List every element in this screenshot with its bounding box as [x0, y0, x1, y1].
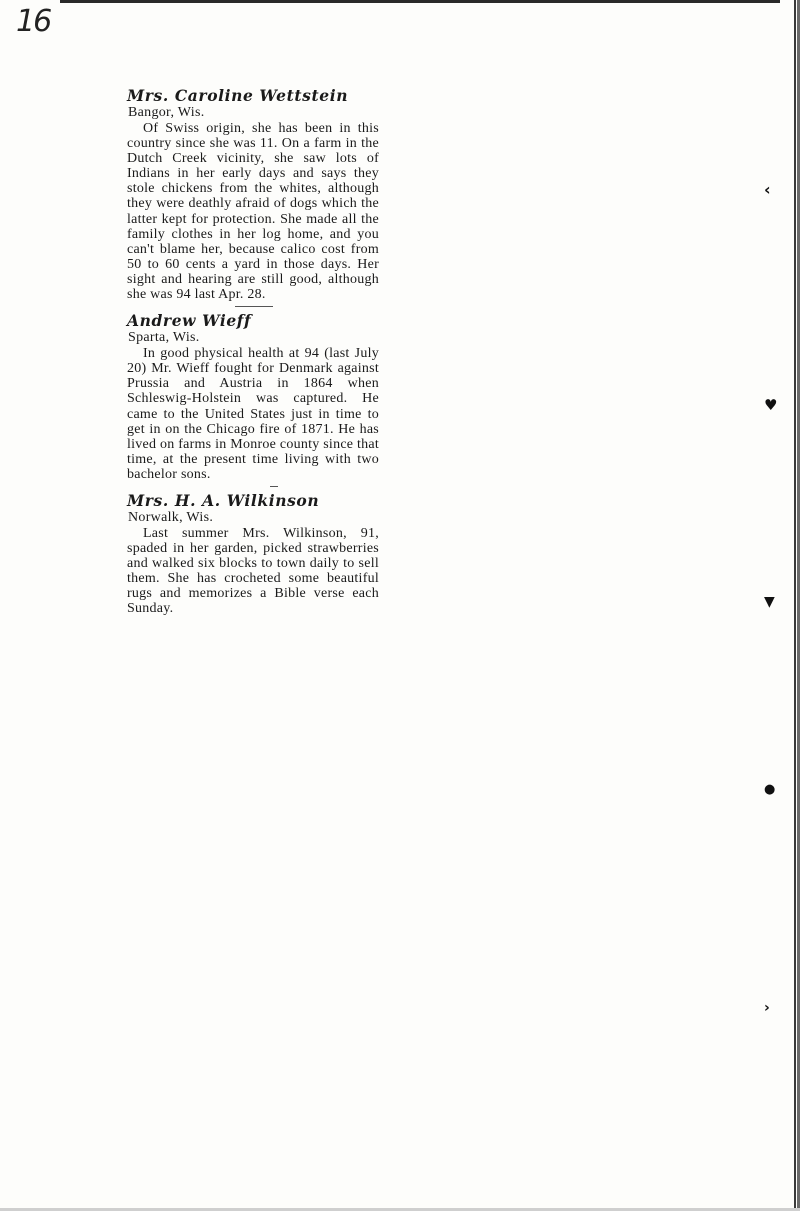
- entry-place: Sparta, Wis.: [128, 330, 200, 346]
- entry-wilkinson: [127, 491, 379, 617]
- entry-body: In good physical health at 94 (last July 20) Mr. Wieff fought for Denmark against Prussia and Austria in 1864 when Schleswig-Holstein was captured. He came to the United States just in time to get in on the Chicago fire of 1871. He has lived on farms in Monroe county since that time, at the present time living with two bachelor sons.: [127, 346, 379, 482]
- entry-place: Norwalk, Wis.: [128, 509, 214, 525]
- entry-body: Last summer Mrs. Wilkinson, 91, spaded in her garden, picked strawberries and walked six blocks to town daily to sell them. She has crocheted some beautiful rugs and memorizes a Bible verse each Sunday.: [127, 525, 379, 617]
- entry-name: Andrew Wieff: [127, 311, 252, 331]
- scan-edge-top: [60, 0, 780, 3]
- separator-rule: [235, 306, 273, 307]
- page-number: 16: [16, 4, 51, 39]
- edge-mark-3: ▼: [764, 594, 775, 610]
- entry-wettstein: [127, 86, 379, 302]
- edge-mark-1: ‹: [764, 180, 771, 199]
- entry-name: Mrs. Caroline Wettstein: [127, 86, 349, 105]
- edge-mark-5: ›: [764, 1000, 770, 1016]
- entry-place: Bangor, Wis.: [128, 105, 205, 120]
- entry-body: Of Swiss origin, she has been in this country since she was 11. On a farm in the Dutch Creek vicinity, she saw lots of Indians in her early days and says they stole chickens from the whites, although they were deathly afraid of dogs which the latter kept for protection. She made all the family clothes in her log home, and you can't blame her, because calico cost from 50 to 60 cents a yard in those days. Her sight and hearing are still good, although she was 94 last Apr. 28.: [127, 121, 379, 303]
- entry-wieff: [127, 311, 379, 482]
- clipping-column: [127, 86, 379, 621]
- edge-mark-2: ♥: [764, 396, 778, 414]
- separator-rule: [270, 486, 278, 487]
- entry-name: Mrs. H. A. Wilkinson: [127, 490, 320, 510]
- edge-mark-4: ●: [764, 782, 776, 797]
- scan-edge-right: [794, 0, 796, 1211]
